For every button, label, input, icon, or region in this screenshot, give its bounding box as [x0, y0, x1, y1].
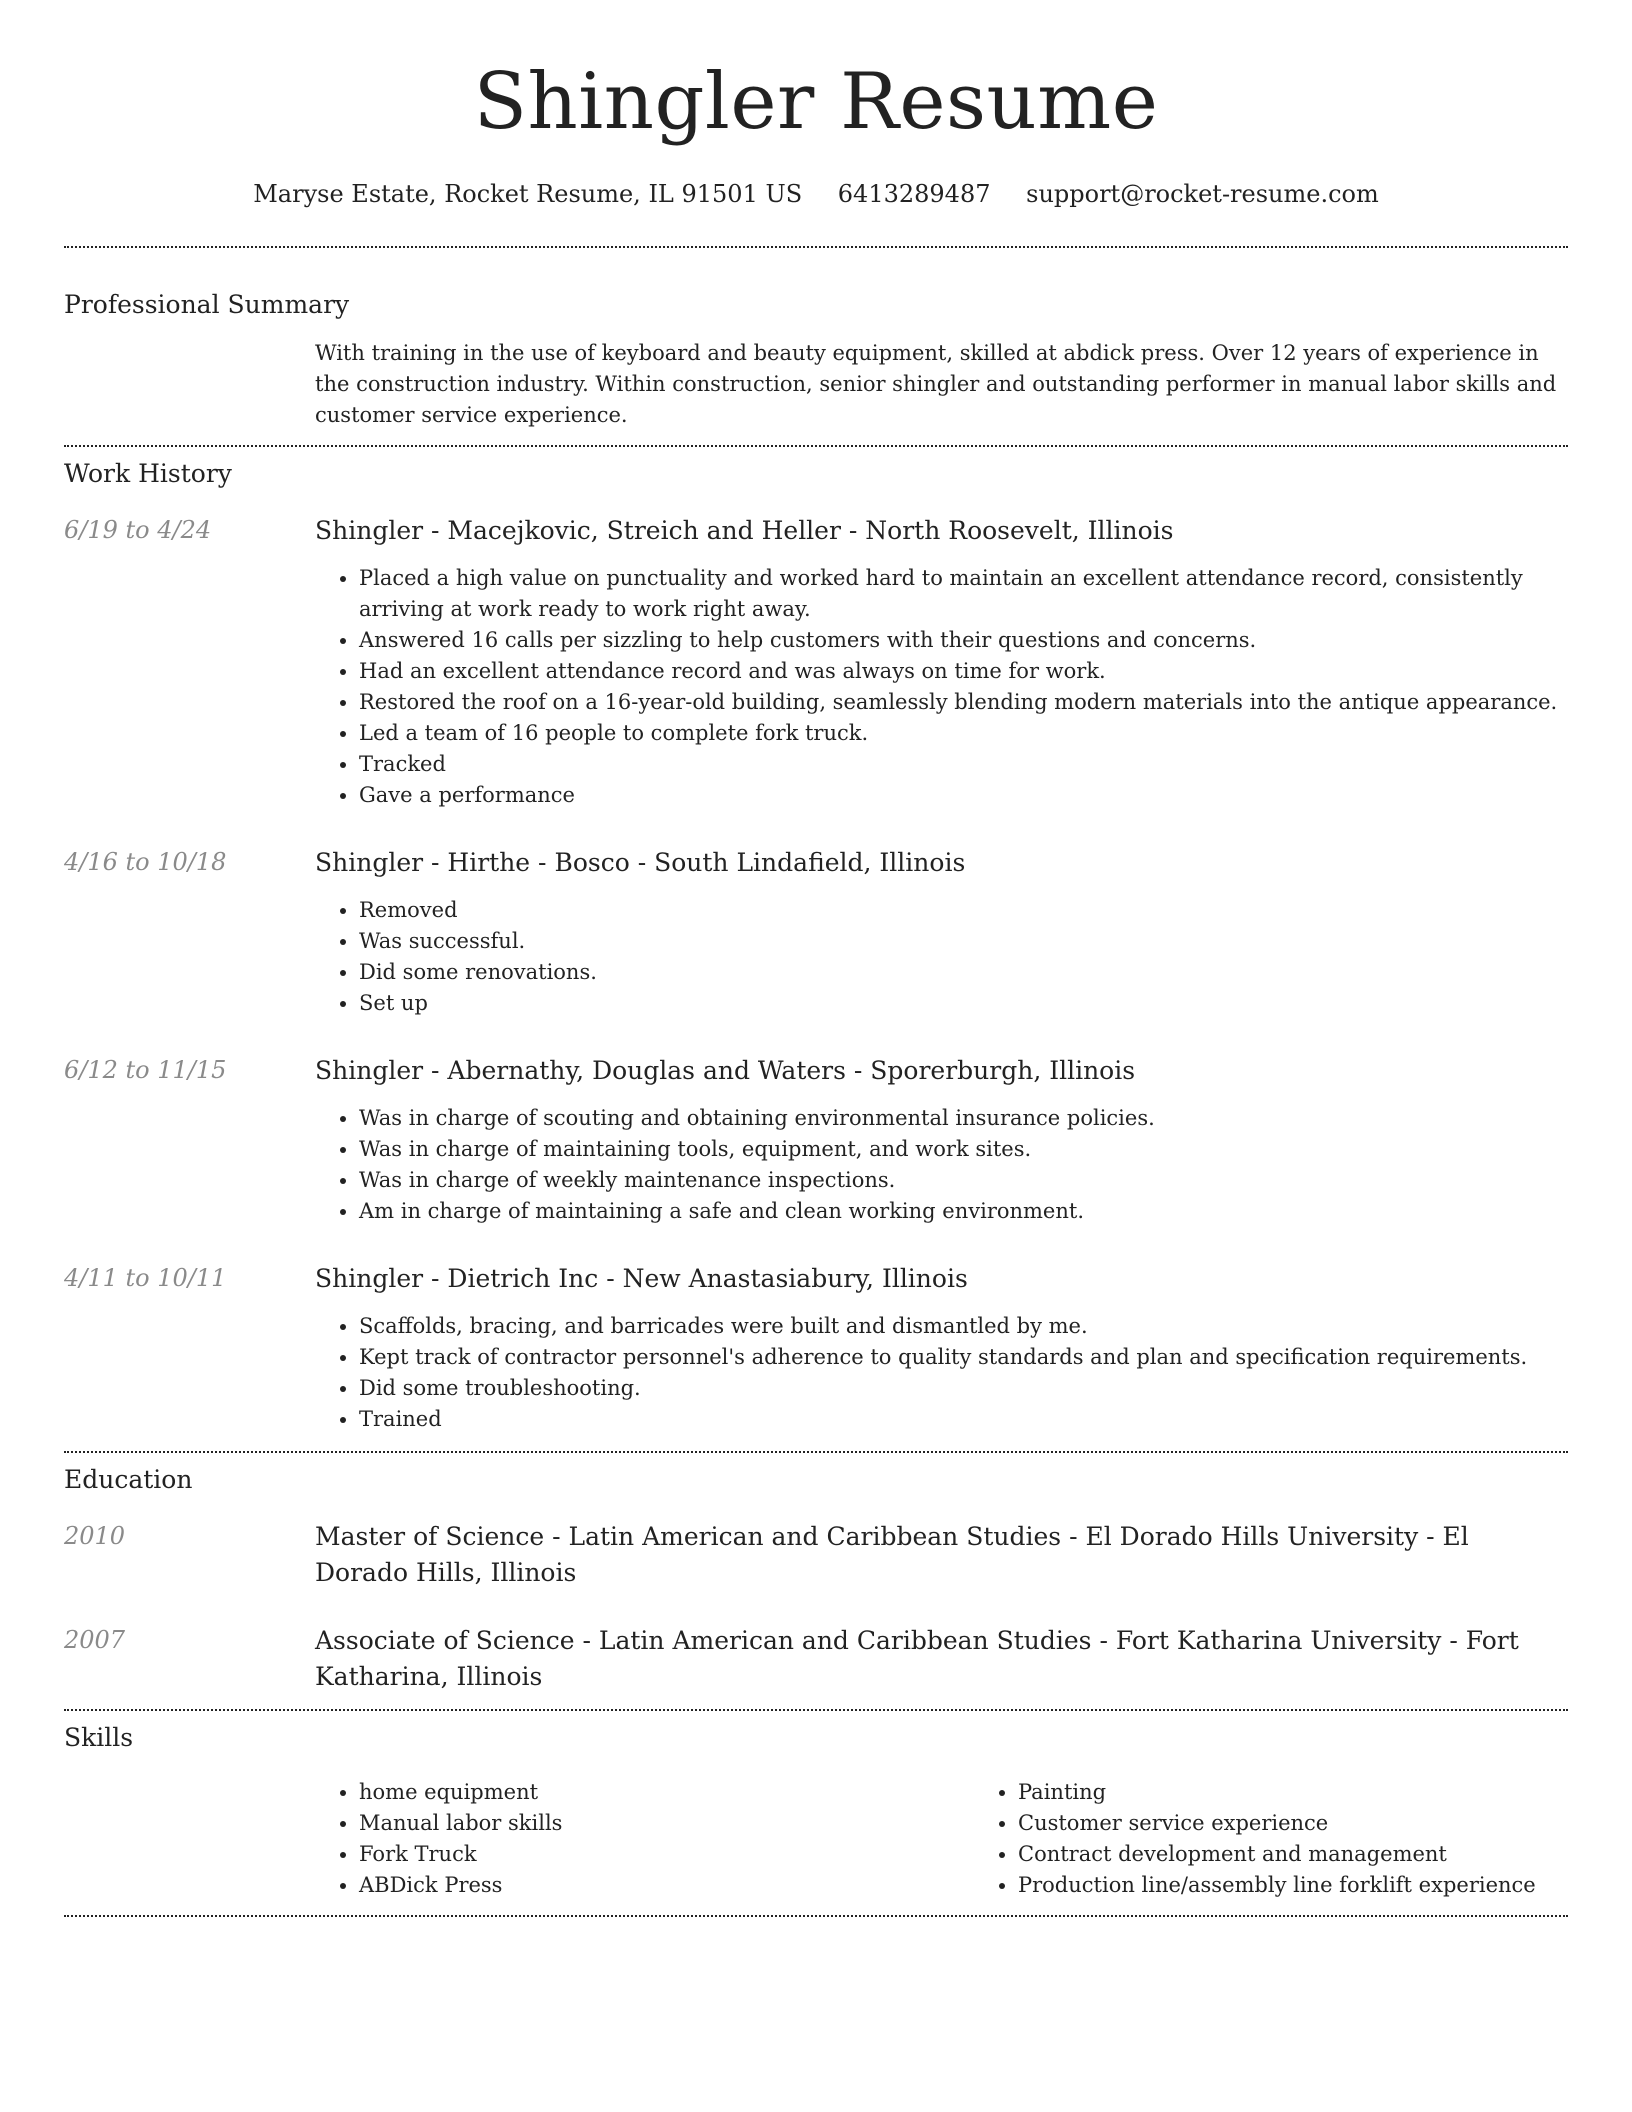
skill-item: • Production line/assembly line forklift experience: [1018, 1870, 1632, 1901]
list-item: • Scaffolds, bracing, and barricades were built and dismantled by me.: [359, 1311, 1568, 1342]
job-bullets: [315, 895, 1568, 1019]
job-title: Shingler - Dietrich Inc - New Anastasiabury, Illinois: [315, 1264, 968, 1293]
contact-phone: 6413289487: [837, 180, 991, 208]
skill-item: • home equipment: [359, 1777, 974, 1808]
education-year: 2010: [64, 1522, 126, 1550]
skills-list-left: [315, 1777, 974, 1901]
list-item: • Did some troubleshooting.: [359, 1373, 1568, 1404]
summary-text: With training in the use of keyboard and beauty equipment, skilled at abdick press. Over 12 years of experience in the construction industry. Within construction, senior shingler and outstanding performer in manual labor skills and customer service experience.: [315, 341, 1557, 427]
list-item: • Was in charge of maintaining tools, equipment, and work sites.: [359, 1134, 1568, 1165]
summary-section: [64, 248, 1568, 431]
resume-page: [64, 0, 1568, 1917]
contact-line: [64, 178, 1568, 210]
skill-item: • ABDick Press: [359, 1870, 974, 1901]
list-item: • Was in charge of scouting and obtaining environmental insurance policies.: [359, 1103, 1568, 1134]
skill-item: • Manual labor skills: [359, 1808, 974, 1839]
section-title-summary: Professional Summary: [64, 290, 350, 319]
list-item: • Placed a high value on punctuality and worked hard to maintain an excellent attendance record, consistently arriving at work ready to work right away.: [359, 563, 1568, 625]
section-title-skills: Skills: [64, 1723, 134, 1752]
contact-address: Maryse Estate, Rocket Resume, IL 91501 US: [253, 180, 803, 208]
section-title-work: Work History: [64, 459, 232, 488]
list-item: • Had an excellent attendance record and was always on time for work.: [359, 656, 1568, 687]
job-dates: 4/16 to 10/18: [64, 848, 227, 876]
education-entry: [64, 1519, 1568, 1591]
job-bullets: [315, 1311, 1568, 1435]
list-item: • Set up: [359, 988, 1568, 1019]
skill-item: • Contract development and management: [1018, 1839, 1632, 1870]
education-year: 2007: [64, 1626, 126, 1654]
education-text: Master of Science - Latin American and Caribbean Studies - El Dorado Hills University - El Dorado Hills, Illinois: [315, 1522, 1469, 1587]
job-dates: 6/19 to 4/24: [64, 516, 212, 544]
education-section: [64, 1453, 1568, 1695]
list-item: • Led a team of 16 people to complete fork truck.: [359, 718, 1568, 749]
list-item: • Restored the roof on a 16-year-old building, seamlessly blending modern materials into the antique appearance.: [359, 687, 1568, 718]
skills-list-right: [974, 1777, 1632, 1901]
skills-section: [64, 1711, 1568, 1901]
job-title: Shingler - Hirthe - Bosco - South Lindafield, Illinois: [315, 848, 966, 877]
list-item: • Am in charge of maintaining a safe and clean working environment.: [359, 1196, 1568, 1227]
list-item: • Tracked: [359, 749, 1568, 780]
section-title-education: Education: [64, 1465, 193, 1494]
skill-item: • Customer service experience: [1018, 1808, 1632, 1839]
list-item: • Was in charge of weekly maintenance inspections.: [359, 1165, 1568, 1196]
education-text: Associate of Science - Latin American and Caribbean Studies - Fort Katharina University - Fort Katharina, Illinois: [315, 1626, 1519, 1691]
job-entry: [64, 1261, 1568, 1435]
job-title: Shingler - Abernathy, Douglas and Waters - Sporerburgh, Illinois: [315, 1056, 1136, 1085]
skill-item: • Fork Truck: [359, 1839, 974, 1870]
list-item: • Kept track of contractor personnel's adherence to quality standards and plan and specification requirements.: [359, 1342, 1568, 1373]
divider: [64, 1915, 1568, 1917]
job-title: Shingler - Macejkovic, Streich and Heller - North Roosevelt, Illinois: [315, 516, 1174, 545]
list-item: • Trained: [359, 1404, 1568, 1435]
job-bullets: [315, 563, 1568, 811]
job-entry: [64, 513, 1568, 811]
education-entry: [64, 1623, 1568, 1695]
list-item: • Did some renovations.: [359, 957, 1568, 988]
work-section: [64, 447, 1568, 1435]
job-bullets: [315, 1103, 1568, 1227]
skill-item: • Painting: [1018, 1777, 1632, 1808]
list-item: • Answered 16 calls per sizzling to help customers with their questions and concerns.: [359, 625, 1568, 656]
job-dates: 4/11 to 10/11: [64, 1264, 227, 1292]
job-dates: 6/12 to 11/15: [64, 1056, 227, 1084]
job-entry: [64, 845, 1568, 1019]
list-item: • Removed: [359, 895, 1568, 926]
job-entry: [64, 1053, 1568, 1227]
list-item: • Was successful.: [359, 926, 1568, 957]
resume-name: Shingler Resume: [473, 57, 1159, 147]
contact-email: support@rocket-resume.com: [1026, 180, 1379, 208]
list-item: • Gave a performance: [359, 780, 1568, 811]
